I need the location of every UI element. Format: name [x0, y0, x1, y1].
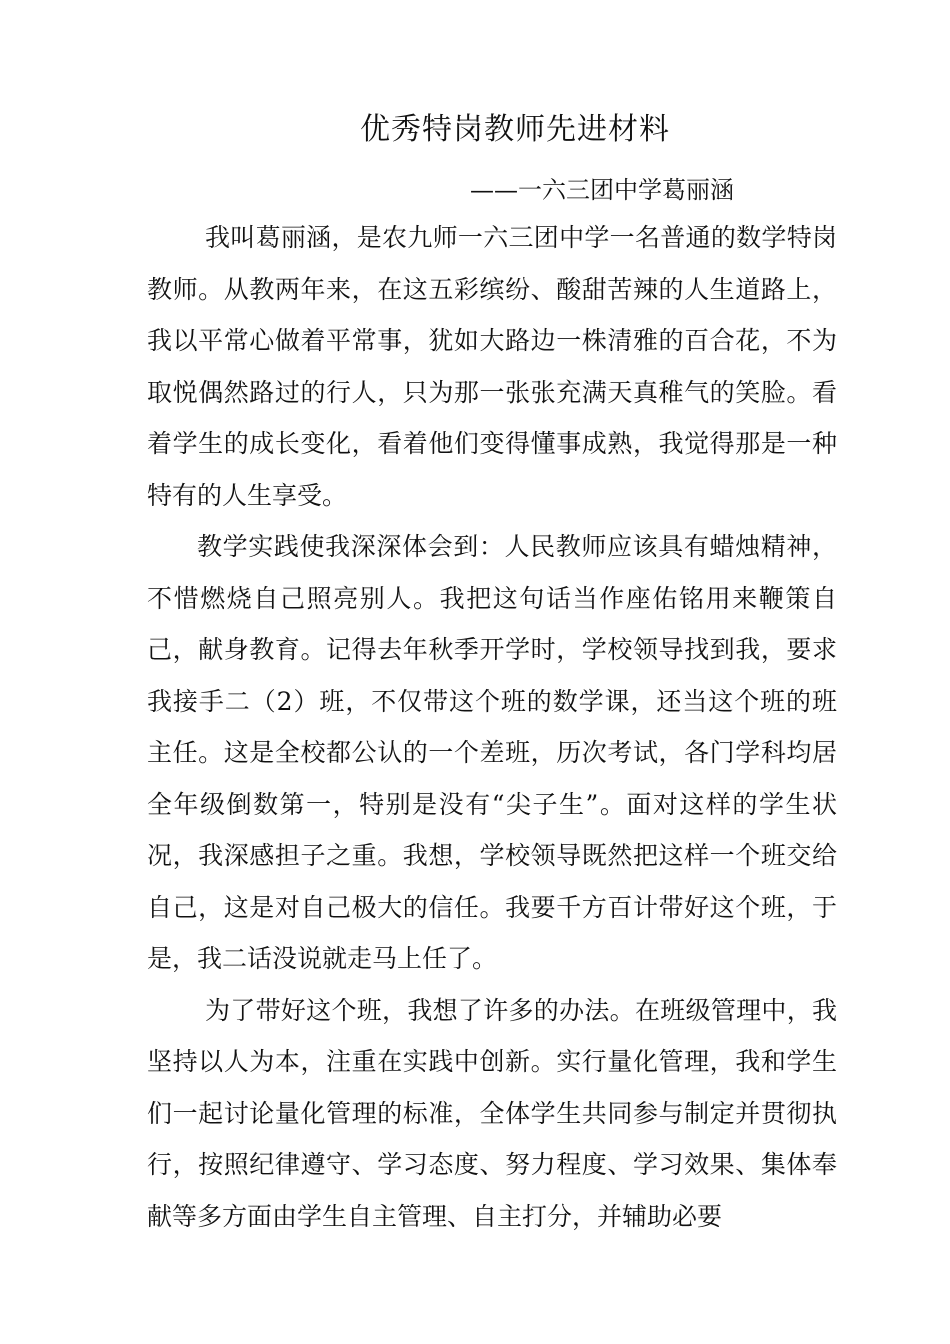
- paragraph-2: 教学实践使我深深体会到：人民教师应该具有蜡烛精神，不惜燃烧自己照亮别人。我把这句话当作座佑铭用来鞭策自己，献身教育。记得去年秋季开学时，学校领导找到我，要求我接手二（2）班，不仅带这个班的数学课，还当这个班的班主任。这是全校都公认的一个差班，历次考试，各门学科均居全年级倒数第一，特别是没有“尖子生”。面对这样的学生状况，我深感担子之重。我想，学校领导既然把这样一个班交给自己，这是对自己极大的信任。我要千方百计带好这个班，于是，我二话没说就走马上任了。: [147, 532, 837, 973]
- paragraph-1: 我叫葛丽涵，是农九师一六三团中学一名普通的数学特岗教师。从教两年来，在这五彩缤纷、酸甜苦辣的人生道路上，我以平常心做着平常事，犹如大路边一株清雅的百合花，不为取悦偶然路过的行人，只为那一张张充满天真稚气的笑脸。看着学生的成长变化，看着他们变得懂事成熟，我觉得那是一种特有的人生享受。: [147, 223, 837, 510]
- document-title: 优秀特岗教师先进材料: [360, 112, 670, 147]
- document-body: [147, 212, 837, 1242]
- paragraph-3: 为了带好这个班，我想了许多的办法。在班级管理中，我坚持以人为本，注重在实践中创新。实行量化管理，我和学生们一起讨论量化管理的标准，全体学生共同参与制定并贯彻执行，按照纪律遵守、学习态度、努力程度、学习效果、集体奉献等多方面由学生自主管理、自主打分，并辅助必要: [147, 995, 837, 1231]
- document-subtitle: ——一六三团中学葛丽涵: [470, 176, 734, 204]
